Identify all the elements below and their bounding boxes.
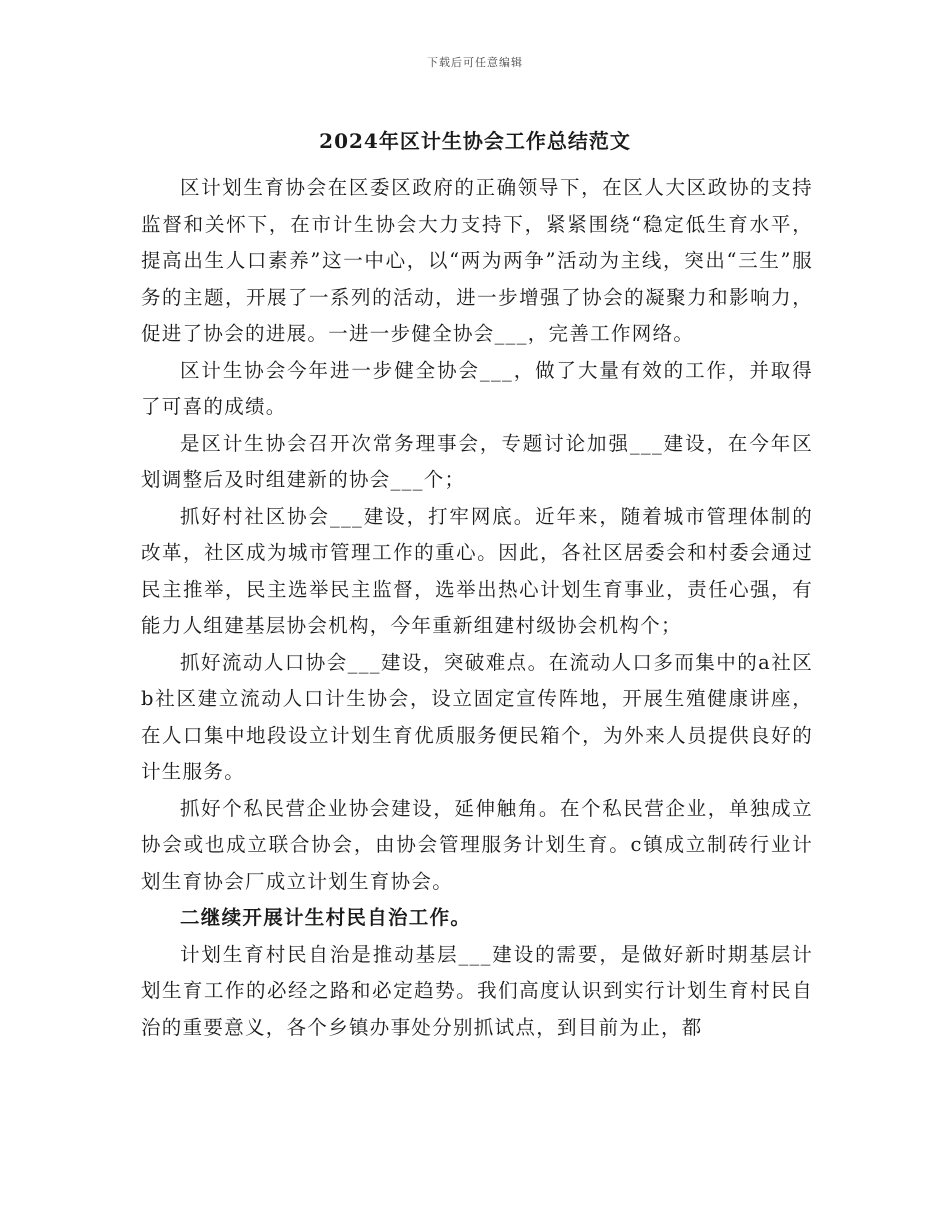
section-heading: 二继续开展计生村民自治工作。 xyxy=(180,906,472,929)
paragraph: 区计生协会今年进一步健全协会___，做了大量有效的工作，并取得了可喜的成绩。 xyxy=(141,358,813,418)
paragraph: 计划生育村民自治是推动基层___建设的需要，是做好新时期基层计划生育工作的必经之路和必定趋势。我们高度认识到实行计划生育村民自治的重要意义，各个乡镇办事处分别抓试点，到目前为止，都 xyxy=(141,942,813,1039)
header-note: 下载后可任意编辑 xyxy=(427,56,523,69)
paragraph: 区计划生育协会在区委区政府的正确领导下，在区人大区政协的支持监督和关怀下，在市计生协会大力支持下，紧紧围绕“稳定低生育水平，提高出生人口素养”这一中心，以“两为两争”活动为主线，突出“三生”服务的主题，开展了一系列的活动，进一步增强了协会的凝聚力和影响力，促进了协会的进展。一进一步健全协会___，完善工作网络。 xyxy=(141,176,813,345)
paragraph: 是区计生协会召开次常务理事会，专题讨论加强___建设，在今年区划调整后及时组建新的协会___个； xyxy=(141,431,813,491)
paragraph: 抓好村社区协会___建设，打牢网底。近年来，随着城市管理体制的改革，社区成为城市管理工作的重心。因此，各社区居委会和村委会通过民主推举，民主选举民主监督，选举出热心计划生育事业，责任心强，有能力人组建基层协会机构，今年重新组建村级协会机构个； xyxy=(141,504,813,637)
paragraph: 抓好流动人口协会___建设，突破难点。在流动人口多而集中的a社区b社区建立流动人口计生协会，设立固定宣传阵地，开展生殖健康讲座，在人口集中地段设立计划生育优质服务便民箱个，为外来人员提供良好的计生服务。 xyxy=(141,650,813,783)
document-body xyxy=(141,170,813,1046)
paragraph: 抓好个私民营企业协会建设，延伸触角。在个私民营企业，单独成立协会或也成立联合协会，由协会管理服务计划生育。c镇成立制砖行业计划生育协会厂成立计划生育协会。 xyxy=(141,796,813,893)
document-title: 2024年区计生协会工作总结范文 xyxy=(319,129,631,153)
